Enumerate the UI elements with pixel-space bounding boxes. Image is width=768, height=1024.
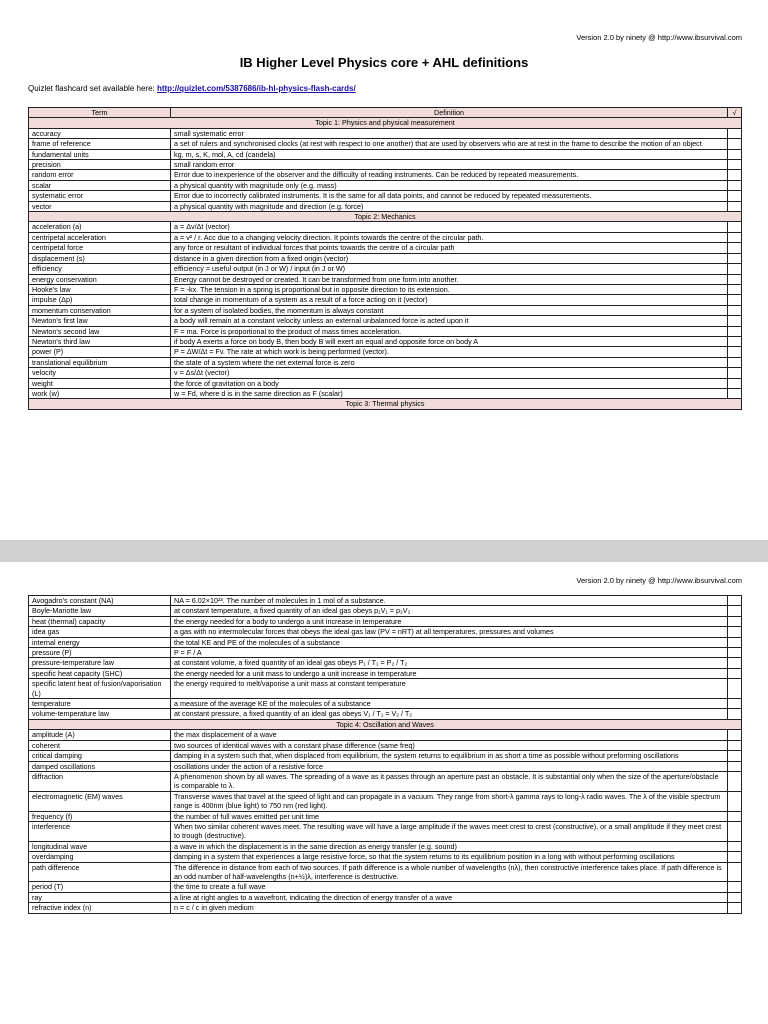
check-cell[interactable] [728,295,742,305]
term-cell: heat (thermal) capacity [29,616,171,626]
definition-cell: at constant temperature, a fixed quantity of an ideal gas obeys p₁V₁ = p₂V₂ [171,606,728,616]
term-cell: energy conservation [29,274,171,284]
definition-row [29,841,742,851]
term-cell: path difference [29,862,171,882]
definition-cell: P = ΔW/Δt = Fv. The rate at which work is being performed (vector). [171,347,728,357]
term-cell: temperature [29,699,171,709]
definition-row [29,357,742,367]
definition-cell: a line at right angles to a wavefront, indicating the direction of energy transfer of a wave [171,892,728,902]
term-cell: overdamping [29,852,171,862]
check-cell[interactable] [728,128,742,138]
definition-row [29,347,742,357]
check-cell[interactable] [728,771,742,791]
definition-cell: two sources of identical waves with a constant phase difference (same freq) [171,740,728,750]
definition-cell: small systematic error [171,128,728,138]
document-title: IB Higher Level Physics core + AHL definitions [239,55,529,70]
definition-row [29,388,742,398]
definition-row [29,862,742,882]
check-cell[interactable] [728,658,742,668]
check-cell[interactable] [728,243,742,253]
check-cell[interactable] [728,841,742,851]
definition-row [29,616,742,626]
check-cell[interactable] [728,648,742,658]
definition-row [29,160,742,170]
term-cell: precision [29,160,171,170]
definition-row [29,139,742,149]
page-gap [0,540,768,562]
definition-row [29,243,742,253]
term-cell: velocity [29,368,171,378]
term-cell: volume-temperature law [29,709,171,719]
term-cell: amplitude (A) [29,730,171,740]
definition-row [29,606,742,616]
term-cell: systematic error [29,191,171,201]
term-cell: refractive index (n) [29,903,171,913]
header-definition: Definition [171,108,728,118]
definition-row [29,637,742,647]
check-cell[interactable] [728,357,742,367]
term-cell: interference [29,821,171,841]
definition-cell: a physical quantity with magnitude and direction (e.g. force) [171,201,728,211]
term-cell: frame of reference [29,139,171,149]
check-cell[interactable] [728,740,742,750]
term-cell: displacement (s) [29,253,171,263]
definition-cell: a gas with no intermolecular forces that obeys the ideal gas law (PV = nRT) at all temperatures, pressures and volumes [171,627,728,637]
definition-cell: the state of a system where the net external force is zero [171,357,728,367]
definition-row [29,679,742,699]
definition-row [29,811,742,821]
check-cell[interactable] [728,180,742,190]
definition-row [29,882,742,892]
check-cell[interactable] [728,862,742,882]
definition-cell: F = -kx. The tension in a spring is proportional but in opposite direction to its extension. [171,284,728,294]
definition-cell: Energy cannot be destroyed or created. It can be transformed from one form into another. [171,274,728,284]
topic-header-row [29,118,742,128]
term-cell: idea gas [29,627,171,637]
term-cell: Hooke's law [29,284,171,294]
definition-cell: at constant pressure, a fixed quantity of an ideal gas obeys V₁ / T₁ = V₂ / T₂ [171,709,728,719]
definition-cell: a = Δv/Δt (vector) [171,222,728,232]
definition-cell: a wave in which the displacement is in the same direction as energy transfer (e.g. sound) [171,841,728,851]
term-cell: acceleration (a) [29,222,171,232]
check-cell[interactable] [728,368,742,378]
check-cell[interactable] [728,232,742,242]
definition-row [29,699,742,709]
check-cell[interactable] [728,284,742,294]
check-cell[interactable] [728,882,742,892]
definition-row [29,170,742,180]
check-cell[interactable] [728,378,742,388]
check-cell[interactable] [728,316,742,326]
definition-row [29,627,742,637]
definition-cell: the energy required to melt/vaporise a unit mass at constant temperature [171,679,728,699]
definition-cell: efficiency = useful output (in J or W) / input (in J or W) [171,264,728,274]
check-cell[interactable] [728,305,742,315]
check-cell[interactable] [728,388,742,398]
check-cell[interactable] [728,761,742,771]
definition-row [29,222,742,232]
check-cell[interactable] [728,668,742,678]
term-cell: Newton's third law [29,336,171,346]
term-cell: random error [29,170,171,180]
definition-row [29,658,742,668]
definition-row [29,201,742,211]
term-cell: scalar [29,180,171,190]
definition-row [29,791,742,811]
check-cell[interactable] [728,811,742,821]
definition-cell: a set of rulers and synchronised clocks (at rest with respect to one another) that are used by observers who are at rest in the frame to describe the motion of an object [171,139,728,149]
term-cell: centripetal force [29,243,171,253]
check-cell[interactable] [728,637,742,647]
definition-cell: A phenomenon shown by all waves. The spreading of a wave as it passes through an aperture past an obstacle. It is substantial only when the size of the aperture/obstacle is comparable to λ. [171,771,728,791]
definition-row [29,191,742,201]
definition-cell: The difference in distance from each of two sources. If path difference is a whole number of wavelengths (nλ), then constructive interference takes place. If path difference is an odd number of half-wavelengths (n+½)λ, interference is destructive. [171,862,728,882]
term-cell: coherent [29,740,171,750]
term-cell: specific heat capacity (SHC) [29,668,171,678]
definition-row [29,264,742,274]
check-cell[interactable] [728,730,742,740]
term-cell: centripetal acceleration [29,232,171,242]
check-cell[interactable] [728,170,742,180]
topic-title: Topic 4: Oscillation and Waves [29,719,742,729]
definition-cell: v = Δs/Δt (vector) [171,368,728,378]
term-cell: ray [29,892,171,902]
check-cell[interactable] [728,852,742,862]
definition-cell: small random error [171,160,728,170]
definition-cell: a measure of the average KE of the molecules of a substance [171,699,728,709]
definition-row [29,232,742,242]
term-cell: work (w) [29,388,171,398]
definition-row [29,709,742,719]
term-cell: impulse (Δp) [29,295,171,305]
definition-cell: Transverse waves that travel at the speed of light and can propagate in a vacuum. They range from short-λ gamma rays to long-λ radio waves. The λ of the visible spectrum range is 400nm (blue light) to 750 nm (red light). [171,791,728,811]
check-cell[interactable] [728,791,742,811]
check-cell[interactable] [728,903,742,913]
definition-cell: the max displacement of a wave [171,730,728,740]
check-cell[interactable] [728,191,742,201]
definition-row [29,128,742,138]
check-cell[interactable] [728,596,742,606]
definition-row [29,892,742,902]
term-cell: fundamental units [29,149,171,159]
definition-row [29,295,742,305]
check-cell[interactable] [728,709,742,719]
term-cell: pressure (P) [29,648,171,658]
check-cell[interactable] [728,336,742,346]
definition-cell: w = Fd, where d is in the same direction as F (scalar) [171,388,728,398]
check-cell[interactable] [728,274,742,284]
check-cell[interactable] [728,264,742,274]
definition-cell: a = v² / r. Acc due to a changing velocity direction. It points towards the centre of the circular path. [171,232,728,242]
definition-cell: the energy needed for a body to undergo a unit increase in temperature [171,616,728,626]
term-cell: critical damping [29,751,171,761]
definition-cell: F = ma. Force is proportional to the product of mass times acceleration. [171,326,728,336]
definition-cell: a physical quantity with magnitude only (e.g. mass) [171,180,728,190]
definition-row [29,316,742,326]
check-cell[interactable] [728,149,742,159]
definition-row [29,903,742,913]
definition-row [29,761,742,771]
definition-cell: damping in a system such that, when displaced from equilibrium, the system returns to equilibrium in as short a time as possible without preforming oscillations [171,751,728,761]
term-cell: specific latent heat of fusion/vaporisation (L) [29,679,171,699]
definition-cell: the energy needed for a unit mass to undergo a unit increase in temperature [171,668,728,678]
check-cell[interactable] [728,160,742,170]
term-cell: longitudinal wave [29,841,171,851]
definition-row [29,284,742,294]
topic-header-row [29,212,742,222]
term-cell: weight [29,378,171,388]
definition-row [29,648,742,658]
definition-row [29,180,742,190]
definition-cell: if body A exerts a force on body B, then body B will exert an equal and opposite force on body A [171,336,728,346]
definition-row [29,274,742,284]
term-cell: translational equilibrium [29,357,171,367]
definition-cell: the number of full waves emitted per unit time [171,811,728,821]
definition-row [29,852,742,862]
term-cell: pressure-temperature law [29,658,171,668]
version-note-2: Version 2.0 by ninety @ http://www.ibsurvival.com [576,576,742,585]
definition-cell: damping in a system that experiences a large resistive force, so that the system returns to its equilibrium position in a long with without performing oscillations [171,852,728,862]
definition-row [29,336,742,346]
definition-row [29,771,742,791]
header-term: Term [29,108,171,118]
definition-row [29,378,742,388]
check-cell[interactable] [728,892,742,902]
definition-cell: When two similar coherent waves meet. The resulting wave will have a large amplitude if the waves meet crest to crest (constructive), or a small amplitude if they meet crest to trough (destructive). [171,821,728,841]
term-cell: diffraction [29,771,171,791]
term-cell: Newton's first law [29,316,171,326]
definition-row [29,740,742,750]
term-cell: Boyle-Mariotte law [29,606,171,616]
term-cell: electromagnetic (EM) waves [29,791,171,811]
definition-cell: a body will remain at a constant velocity unless an external unbalanced force is acted upon it [171,316,728,326]
term-cell: period (T) [29,882,171,892]
quizlet-link[interactable]: http://quizlet.com/5387686/ib-hl-physics-flash-cards/ [156,84,356,93]
term-cell: accuracy [29,128,171,138]
check-cell[interactable] [728,201,742,211]
definition-cell: P = F / A [171,648,728,658]
term-cell: vector [29,201,171,211]
definition-cell: the total KE and PE of the molecules of a substance [171,637,728,647]
definition-row [29,149,742,159]
definition-row [29,368,742,378]
definition-row [29,730,742,740]
term-cell: power (P) [29,347,171,357]
definition-cell: for a system of isolated bodies, the momentum is always constant [171,305,728,315]
definition-row [29,821,742,841]
topic-header-row [29,399,742,409]
check-cell[interactable] [728,253,742,263]
definitions-table-page-1 [28,107,742,410]
definition-row [29,596,742,606]
term-cell: internal energy [29,637,171,647]
term-cell: momentum conservation [29,305,171,315]
definitions-table-page-2 [28,595,742,914]
definition-cell: Error due to incorrectly calibrated instruments. It is the same for all data points, and cannot be reduced by repeated measurements. [171,191,728,201]
definition-cell: any force or resultant of individual forces that points towards the centre of a circular path [171,243,728,253]
topic-title: Topic 3: Thermal physics [29,399,742,409]
term-cell: Avogadro's constant (NA) [29,596,171,606]
definition-cell: n = c / c in given medium [171,903,728,913]
header-check: √ [728,108,742,118]
check-cell[interactable] [728,699,742,709]
check-cell[interactable] [728,751,742,761]
definition-cell: the force of gravitation on a body [171,378,728,388]
definition-row [29,305,742,315]
check-cell[interactable] [728,347,742,357]
version-note: Version 2.0 by ninety @ http://www.ibsurvival.com [576,33,742,42]
topic-header-row [29,719,742,729]
check-cell[interactable] [728,222,742,232]
definition-cell: kg, m, s, K, mol, A, cd (candela) [171,149,728,159]
quizlet-line [28,84,356,93]
definition-cell: at constant volume, a fixed quantity of an ideal gas obeys P₁ / T₁ = P₂ / T₂ [171,658,728,668]
check-cell[interactable] [728,821,742,841]
definition-row [29,326,742,336]
check-cell[interactable] [728,616,742,626]
check-cell[interactable] [728,606,742,616]
term-cell: efficiency [29,264,171,274]
definition-cell: NA = 6.02×10²³. The number of molecules in 1 mol of a substance. [171,596,728,606]
check-cell[interactable] [728,326,742,336]
definition-row [29,253,742,263]
check-cell[interactable] [728,627,742,637]
definition-cell: the time to create a full wave [171,882,728,892]
definition-cell: Error due to inexperience of the observer and the difficulty of reading instruments. Can be reduced by repeated measurements. [171,170,728,180]
definition-row [29,751,742,761]
term-cell: frequency (f) [29,811,171,821]
check-cell[interactable] [728,679,742,699]
topic-title: Topic 1: Physics and physical measurement [29,118,742,128]
definition-row [29,668,742,678]
topic-title: Topic 2: Mechanics [29,212,742,222]
definition-cell: distance in a given direction from a fixed origin (vector) [171,253,728,263]
term-cell: damped oscillations [29,761,171,771]
definition-cell: total change in momentum of a system as a result of a force acting on it (vector) [171,295,728,305]
quizlet-prefix: Quizlet flashcard set available here: [28,84,155,93]
definition-cell: oscillations under the action of a resistive force [171,761,728,771]
term-cell: Newton's second law [29,326,171,336]
check-cell[interactable] [728,139,742,149]
